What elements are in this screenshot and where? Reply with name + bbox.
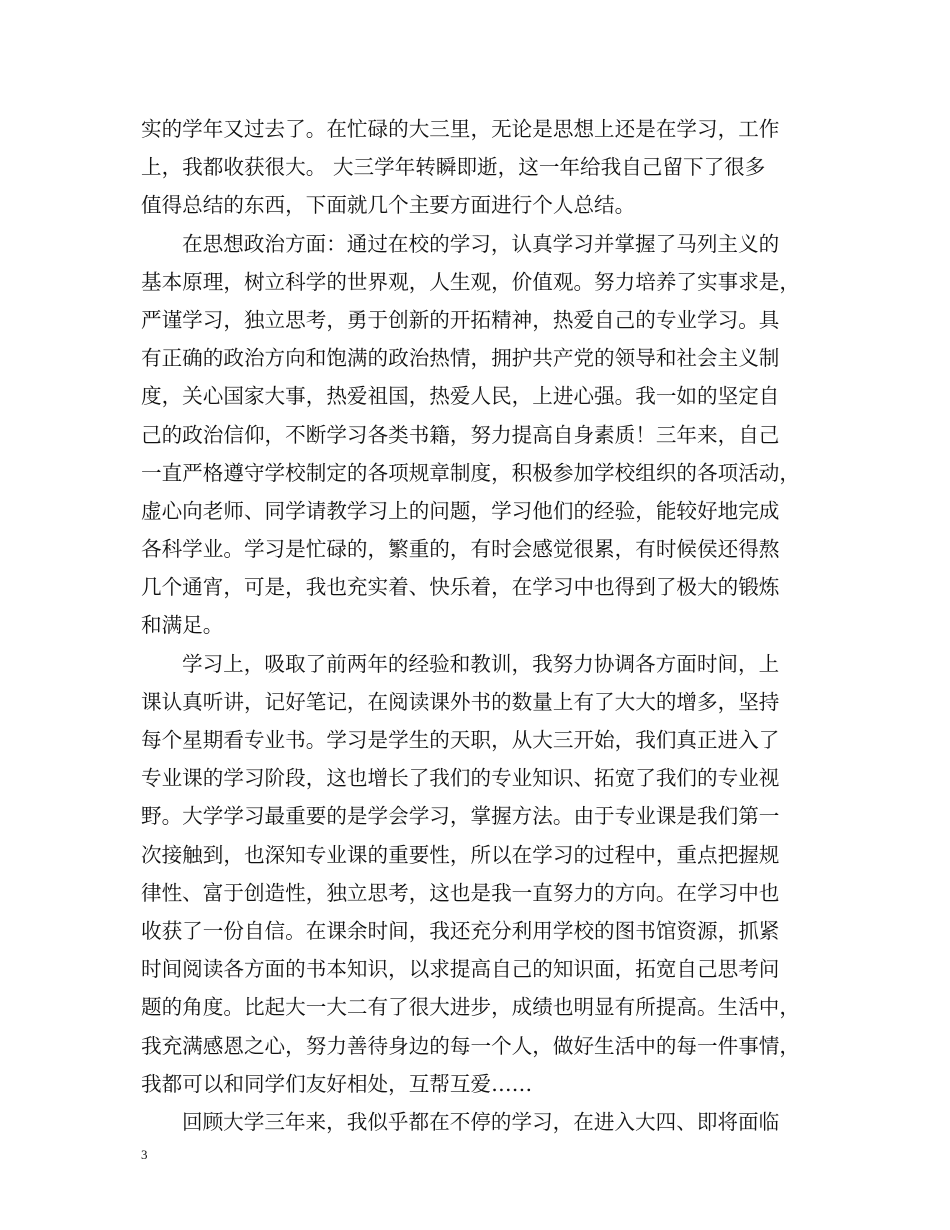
text-line: 野。大学学习最重要的是学会学习，掌握方法。由于专业课是我们第一 <box>141 804 780 829</box>
text-line: 各科学业。学习是忙碌的，繁重的，有时会感觉很累，有时候侯还得熬 <box>141 537 780 562</box>
text-line: 己的政治信仰，不断学习各类书籍，努力提高自身素质！三年来，自己 <box>141 422 780 447</box>
text-line: 严谨学习，独立思考，勇于创新的开拓精神，热爱自己的专业学习。具 <box>141 307 780 332</box>
paragraph-start-line: 在思想政治方面：通过在校的学习，认真学习并掌握了马列主义的 <box>182 231 780 256</box>
text-line: 有正确的政治方向和饱满的政治热情，拥护共产党的领导和社会主义制 <box>141 346 780 371</box>
text-line: 上，我都收获很大。 大三学年转瞬即逝，这一年给我自己留下了很多 <box>141 155 766 180</box>
text-line: 收获了一份自信。在课余时间，我还充分利用学校的图书馆资源，抓紧 <box>141 918 780 943</box>
text-line: 每个星期看专业书。学习是学生的天职，从大三开始，我们真正进入了 <box>141 728 780 752</box>
text-line: 题的角度。比起大一大二有了很大进步，成绩也明显有所提高。生活中， <box>141 995 800 1020</box>
paragraph-start-line: 学习上，吸取了前两年的经验和教训，我努力协调各方面时间，上 <box>182 651 780 676</box>
text-line: 和满足。 <box>141 613 224 638</box>
page-number: 3 <box>141 1147 148 1162</box>
text-line: 一直严格遵守学校制定的各项规章制度，积极参加学校组织的各项活动， <box>141 460 800 485</box>
text-line: 虚心向老师、同学请教学习上的问题，学习他们的经验，能较好地完成 <box>141 498 780 523</box>
paragraph-start-line: 回顾大学三年来，我似乎都在不停的学习，在进入大四、即将面临 <box>182 1109 780 1134</box>
text-line: 度，关心国家大事，热爱祖国，热爱人民，上进心强。我一如的坚定自 <box>141 384 780 409</box>
text-line: 次接触到，也深知专业课的重要性，所以在学习的过程中，重点把握规 <box>141 842 780 867</box>
text-line: 时间阅读各方面的书本知识，以求提高自己的知识面，拓宽自己思考问 <box>141 957 780 982</box>
text-line: 专业课的学习阶段，这也增长了我们的专业知识、拓宽了我们的专业视 <box>141 766 780 791</box>
body-text <box>141 110 821 1141</box>
text-line: 几个通宵，可是，我也充实着、快乐着，在学习中也得到了极大的锻炼 <box>141 575 780 600</box>
text-line: 课认真听讲，记好笔记，在阅读课外书的数量上有了大大的增多，坚持 <box>141 689 780 714</box>
text-line: 我都可以和同学们友好相处，互帮互爱…… <box>141 1071 533 1096</box>
text-line: 实的学年又过去了。在忙碌的大三里，无论是思想上还是在学习，工作 <box>141 117 780 141</box>
text-line: 我充满感恩之心，努力善待身边的每一个人，做好生活中的每一件事情， <box>141 1033 800 1058</box>
text-line: 值得总结的东西，下面就几个主要方面进行个人总结。 <box>141 193 636 218</box>
text-line: 律性、富于创造性，独立思考，这也是我一直努力的方向。在学习中也 <box>141 880 780 905</box>
text-line: 基本原理，树立科学的世界观，人生观，价值观。努力培养了实事求是， <box>141 269 800 294</box>
